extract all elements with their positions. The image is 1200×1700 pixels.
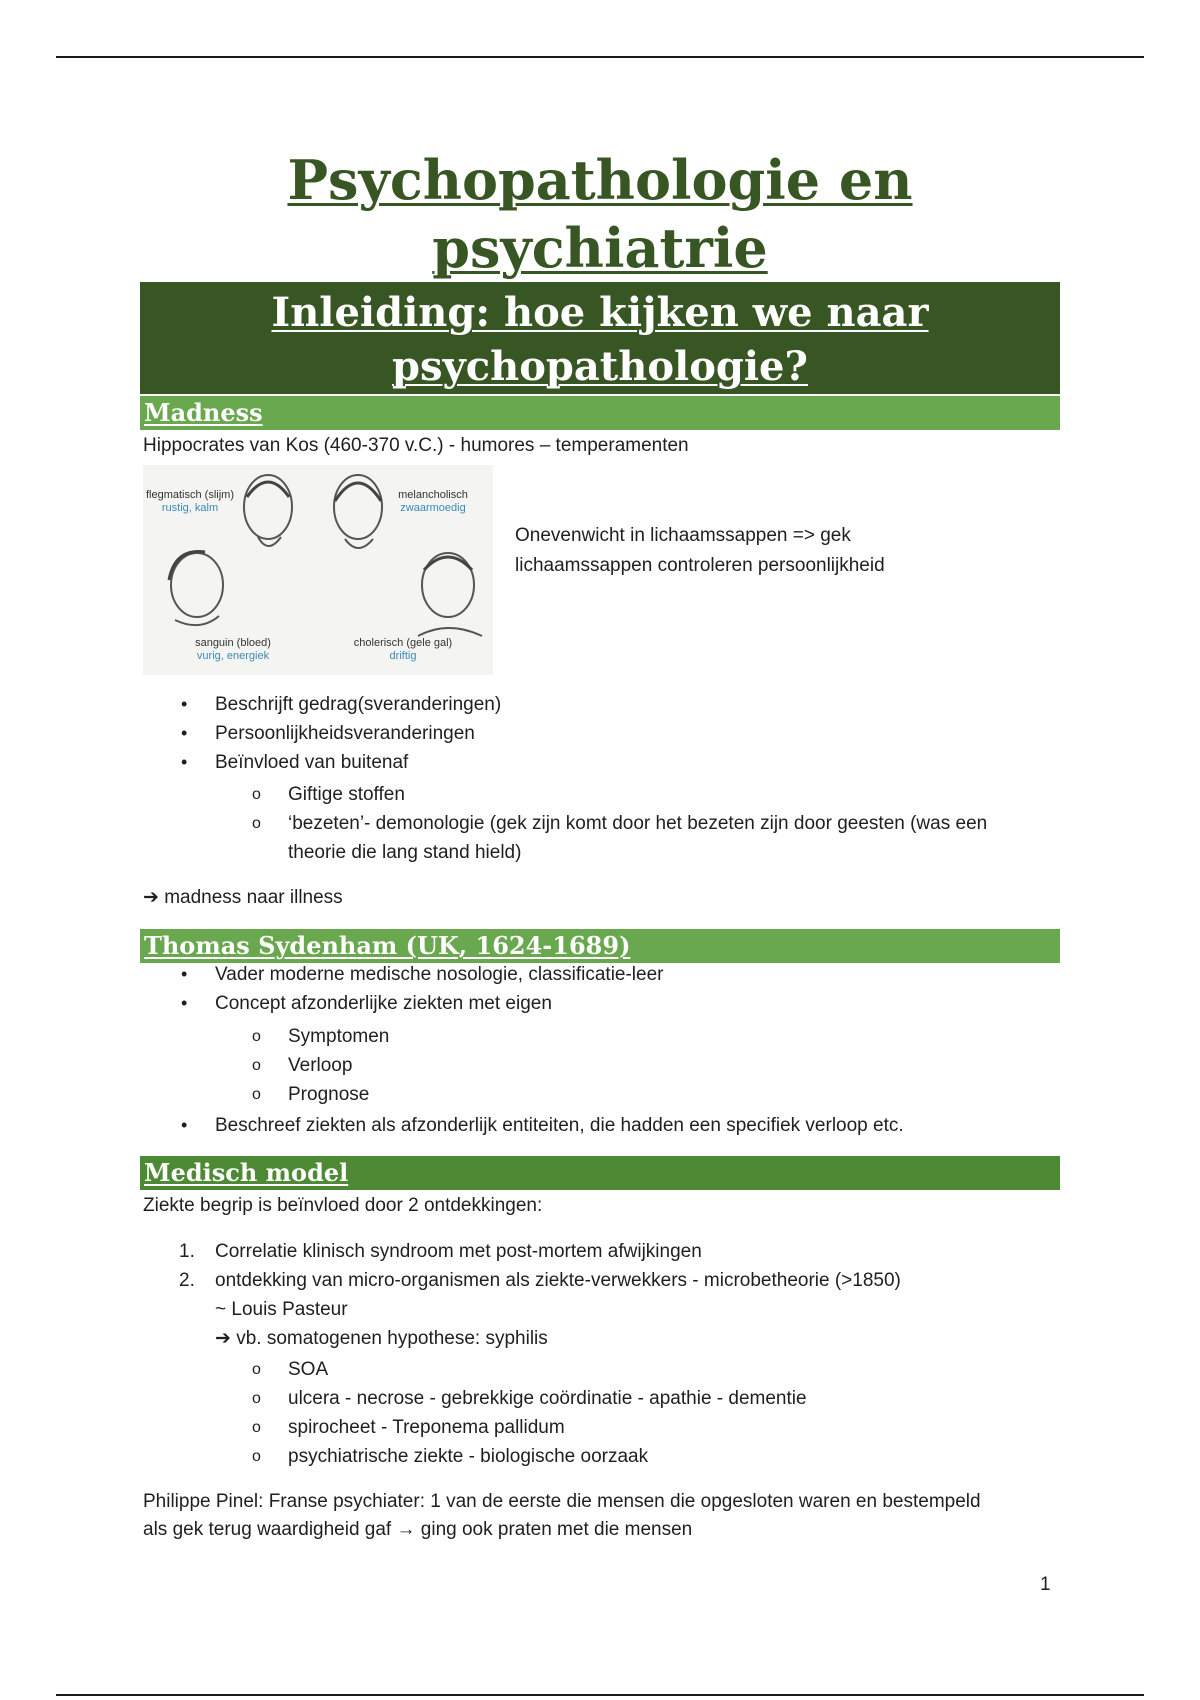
medisch-sub-list — [252, 1355, 807, 1471]
list-item: ➔ vb. somatogenen hypothese: syphilis — [215, 1328, 548, 1349]
medisch-intro: Ziekte begrip is beïnvloed door 2 ontdekkingen: — [143, 1195, 543, 1216]
arrow-icon: → — [396, 1519, 416, 1540]
list-item: o Verloop — [252, 1055, 353, 1076]
list-item: o ‘bezeten’- demonologie (gek zijn komt door het bezeten zijn door geesten (was een — [252, 813, 988, 834]
list-item: o Symptomen — [252, 1026, 390, 1047]
list-item: • Beschrijft gedrag(sveranderingen) — [181, 694, 502, 715]
list-item: • Beïnvloed van buitenaf — [181, 752, 409, 773]
arrow-icon: ➔ — [215, 1328, 231, 1349]
chapter-heading-band — [140, 282, 1060, 394]
madness-conclusion: ➔ madness naar illness — [143, 887, 343, 908]
imbalance-text-2: lichaamssappen controleren persoonlijkheid — [515, 555, 885, 576]
chapter-line-1: Inleiding: hoe kijken we naar — [271, 289, 929, 336]
list-item: o ulcera - necrose - gebrekkige coördinatie - apathie - dementie — [252, 1388, 807, 1409]
list-item: theorie die lang stand hield) — [288, 842, 522, 863]
face-sketch-icon — [155, 540, 235, 630]
footer-rule — [56, 1694, 1144, 1696]
list-item: o spirocheet - Treponema pallidum — [252, 1417, 565, 1438]
chapter-line-2: psychopathologie? — [392, 343, 808, 390]
label-melancholisch: melancholisch zwaarmoedig — [398, 489, 468, 514]
chapter-heading — [140, 282, 1060, 394]
section-heading-sydenham: Thomas Sydenham (UK, 1624-1689) — [140, 929, 1060, 963]
list-item: • Beschreef ziekten als afzonderlijk entiteiten, die hadden een specifiek verloop etc. — [181, 1115, 904, 1136]
sydenham-bullet-list — [181, 960, 664, 1018]
label-cholerisch: cholerisch (gele gal) driftig — [353, 637, 453, 662]
page-number: 1 — [1040, 1574, 1051, 1595]
list-item: ~ Louis Pasteur — [215, 1299, 348, 1320]
medisch-numbered-list — [179, 1237, 901, 1353]
sydenham-sub-list — [252, 1022, 390, 1109]
section-heading-medisch-model: Medisch model — [140, 1156, 1060, 1190]
document-title — [140, 146, 1060, 282]
hippocrates-text: Hippocrates van Kos (460-370 v.C.) - humores – temperamenten — [143, 435, 689, 456]
pinel-text: Philippe Pinel: Franse psychiater: 1 van de eerste die mensen die opgesloten waren en bestempeld — [143, 1491, 981, 1512]
list-item: o Prognose — [252, 1084, 370, 1105]
face-sketch-icon — [233, 467, 303, 557]
title-line-2: psychiatrie — [432, 216, 768, 280]
header-rule — [56, 56, 1144, 58]
list-item: • Concept afzonderlijke ziekten met eigen — [181, 993, 552, 1014]
madness-bullet-list — [181, 690, 502, 777]
list-item: • Vader moderne medische nosologie, classificatie-leer — [181, 964, 664, 985]
arrow-icon: ➔ — [143, 887, 159, 908]
list-item: • Persoonlijkheidsveranderingen — [181, 723, 475, 744]
sydenham-bullet-list-2 — [181, 1111, 904, 1140]
face-sketch-icon — [408, 540, 488, 640]
pinel-text-2: als gek terug waardigheid gaf → ging ook praten met die mensen — [143, 1519, 693, 1540]
temperaments-illustration — [143, 465, 493, 675]
label-flegmatisch: flegmatisch (slijm) rustig, kalm — [145, 489, 234, 514]
section-heading-madness: Madness — [140, 396, 1060, 430]
list-item: 2. ontdekking van micro-organismen als ziekte-verwekkers - microbetheorie (>1850) — [179, 1270, 901, 1291]
list-item: o Giftige stoffen — [252, 784, 405, 805]
list-item: 1. Correlatie klinisch syndroom met post-mortem afwijkingen — [179, 1241, 702, 1262]
label-sanguin: sanguin (bloed) vurig, energiek — [195, 637, 271, 662]
list-item: o SOA — [252, 1359, 329, 1380]
madness-sub-list — [252, 780, 988, 867]
list-item: o psychiatrische ziekte - biologische oorzaak — [252, 1446, 649, 1467]
imbalance-text: Onevenwicht in lichaamssappen => gek — [515, 525, 851, 546]
title-line-1: Psychopathologie en — [287, 148, 913, 212]
